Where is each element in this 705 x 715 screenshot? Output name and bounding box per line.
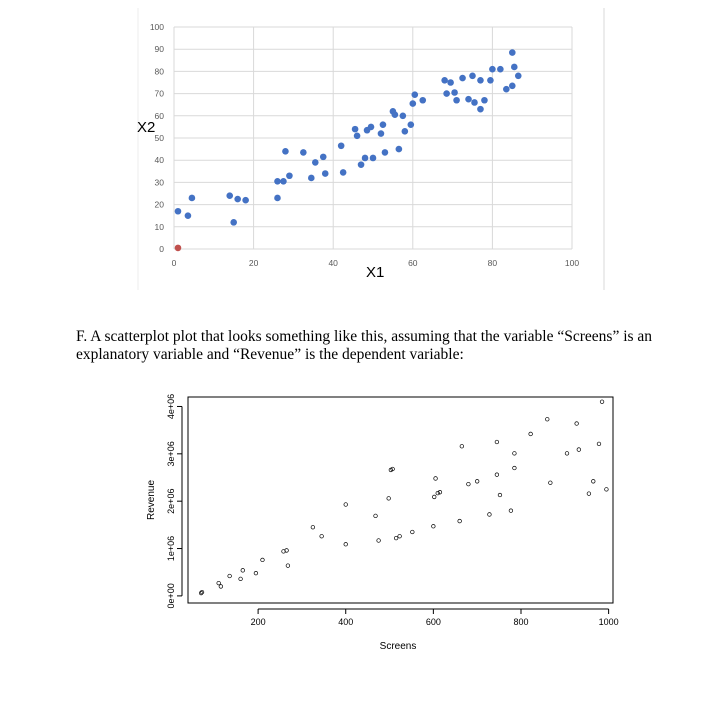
chart1-data-point <box>185 212 192 219</box>
chart1-data-point <box>320 154 327 161</box>
chart1-data-point <box>441 77 448 84</box>
chart1-data-point <box>459 75 466 82</box>
chart2-data-point <box>217 581 221 585</box>
chart1-data-point <box>378 130 385 137</box>
chart1-data-point <box>230 219 237 226</box>
chart2-data-point <box>488 513 492 517</box>
chart1-y-tick-label: 0 <box>159 244 164 254</box>
chart1-data-point <box>340 169 347 176</box>
chart1-data-point <box>469 73 476 80</box>
chart1-y-tick-label: 50 <box>154 133 164 143</box>
chart1-data-point <box>380 121 387 128</box>
chart2-x-tick-label: 200 <box>250 617 266 627</box>
chart1-data-point <box>352 126 359 133</box>
chart2-data-point <box>394 536 398 540</box>
chart1-y-tick-label: 10 <box>154 221 164 232</box>
chart2-data-point <box>432 524 436 528</box>
chart1-data-point <box>312 159 319 166</box>
chart1-data-point <box>515 73 522 80</box>
chart1-gridlines <box>174 27 572 249</box>
chart2-data-point <box>467 482 471 486</box>
chart1-data-point <box>300 149 307 156</box>
chart1-y-tick-label: 20 <box>154 199 164 210</box>
chart2-data-point <box>438 490 442 494</box>
chart2-data-point <box>597 442 601 446</box>
chart2-data-point <box>311 525 315 529</box>
chart1-data-point <box>451 89 458 96</box>
chart2-data-point <box>549 481 553 485</box>
chart2-x-tick-label: 600 <box>425 617 441 627</box>
chart1-x-tick-label: 100 <box>564 258 580 268</box>
chart1-data-point <box>382 149 389 156</box>
chart1-data-point <box>286 172 293 179</box>
chart2-x-axis <box>251 609 619 627</box>
chart1-y-tick-label: 60 <box>154 110 164 121</box>
chart1-y-tick-label: 90 <box>154 44 164 55</box>
chart1-data-point <box>509 49 516 56</box>
chart1-y-tick-label: 80 <box>154 66 164 77</box>
chart2-data-point <box>600 400 604 404</box>
chart1-data-point <box>362 155 369 162</box>
chart2-data-point <box>228 574 232 578</box>
chart1-data-point <box>370 155 377 162</box>
chart1-data-point <box>410 100 417 107</box>
chart2-data-point <box>545 417 549 421</box>
chart1-y-tick-label: 30 <box>154 177 164 188</box>
chart1-data-point <box>471 99 478 106</box>
chart1-data-point <box>338 142 345 149</box>
chart2-data-point <box>389 468 393 472</box>
chart1-data-point <box>282 148 289 155</box>
chart1-data-point <box>368 124 375 131</box>
chart2-data-point <box>391 467 395 471</box>
chart1-highlight-point <box>175 245 182 252</box>
chart2-y-tick-label: 4e+06 <box>166 393 176 420</box>
chart2-data-point <box>498 493 502 497</box>
chart2-y-tick-label: 0e+00 <box>166 583 176 609</box>
chart1-data-point <box>396 146 403 153</box>
chart2-data-point <box>219 585 223 589</box>
chart1-data-point <box>354 132 361 139</box>
chart1-data-point <box>511 64 518 71</box>
chart2-data-point <box>377 539 381 543</box>
chart2-data-point <box>513 466 517 470</box>
chart2-data-point <box>344 503 348 507</box>
chart2-data-point <box>587 492 591 496</box>
chart2-data-point <box>475 479 479 483</box>
chart2-data-point <box>509 509 513 513</box>
chart1-x-tick-label: 80 <box>487 258 498 268</box>
chart2-data-point <box>282 550 286 554</box>
chart1-data-point <box>497 66 504 73</box>
chart1-data-point <box>465 96 472 103</box>
chart2-y-tick-label: 2e+06 <box>166 488 176 514</box>
chart2-data-point <box>286 564 290 568</box>
chart1-data-point <box>392 111 399 118</box>
chart2-data-point <box>495 440 499 444</box>
chart2-y-tick-label: 1e+06 <box>166 535 176 562</box>
chart1-data-point <box>411 91 418 98</box>
chart1-data-point <box>477 106 484 113</box>
chart1-data-point <box>408 121 415 128</box>
chart1-data-point <box>419 97 426 104</box>
chart2-x-tick-label: 1000 <box>598 617 619 627</box>
chart2-data-point <box>432 495 436 499</box>
chart2-data-point <box>591 479 595 483</box>
chart1-x-tick-label: 40 <box>328 258 338 268</box>
chart1-data-point <box>400 113 407 120</box>
chart2-data-point <box>458 519 462 523</box>
chart1-data-point <box>358 161 365 168</box>
chart2-data-point <box>398 534 402 538</box>
chart1-x-axis-label: X1 <box>366 264 385 281</box>
chart1-data-point <box>234 196 241 203</box>
chart2-data-point <box>320 534 324 538</box>
chart2-plot-box <box>188 397 613 603</box>
chart2-data-point <box>239 577 243 581</box>
chart2-data-point <box>241 569 245 573</box>
chart2-points <box>199 400 608 595</box>
chart2-data-point <box>434 477 438 481</box>
chart1-data-point <box>503 86 510 93</box>
chart1-data-point <box>481 97 488 104</box>
chart2-data-point <box>261 558 265 562</box>
chart2-data-point <box>605 488 609 492</box>
chart2-data-point <box>460 444 464 448</box>
chart1-data-point <box>226 192 233 199</box>
chart2-data-point <box>577 448 581 452</box>
chart1-points <box>175 49 522 251</box>
chart1-data-point <box>509 83 516 90</box>
chart2-x-axis-label: Screens <box>379 641 417 652</box>
chart2-data-point <box>374 514 378 518</box>
chart1-data-point <box>453 97 460 104</box>
chart1-data-point <box>189 195 196 202</box>
chart2-data-point <box>200 590 204 594</box>
chart1-x-tick-label: 0 <box>171 258 177 268</box>
chart2-data-point <box>254 571 258 575</box>
chart2-y-tick-label: 3e+06 <box>166 441 176 467</box>
question-caption: F. A scatterplot plot that looks something like this, assuming that the variable “Screens” is an explanatory variable and “Revenue” is the dependent variable: <box>76 328 653 363</box>
chart1-data-point <box>487 77 494 84</box>
chart-x1-x2 <box>0 0 705 300</box>
chart2-data-point <box>436 491 440 495</box>
chart1-data-point <box>447 79 454 86</box>
chart1-data-point <box>242 197 249 204</box>
chart2-data-point <box>575 422 579 426</box>
chart1-x-tick-label: 60 <box>408 258 418 268</box>
chart2-data-point <box>344 542 348 546</box>
chart2-x-tick-label: 400 <box>338 617 354 627</box>
chart2-x-tick-label: 800 <box>513 617 529 627</box>
chart1-y-tick-label: 100 <box>149 22 164 32</box>
chart1-data-point <box>402 128 409 135</box>
chart2-data-point <box>199 591 203 595</box>
chart1-data-point <box>175 208 182 215</box>
chart1-data-point <box>274 178 281 185</box>
chart1-data-point <box>280 178 287 185</box>
chart2-y-axis-label: Revenue <box>146 479 157 521</box>
chart1-data-point <box>443 90 450 97</box>
chart2-data-point <box>513 452 517 456</box>
chart1-data-point <box>477 77 484 84</box>
chart2-data-point <box>285 549 289 553</box>
chart2-data-point <box>529 432 533 436</box>
chart2-data-point <box>387 497 391 501</box>
chart2-data-point <box>495 473 499 477</box>
chart2-y-axis <box>166 394 182 609</box>
chart1-y-tick-label: 70 <box>154 88 164 99</box>
chart1-data-point <box>308 175 315 182</box>
chart1-data-point <box>322 170 329 177</box>
chart1-y-tick-labels <box>150 22 164 254</box>
chart1-y-axis-label: X2 <box>137 119 156 136</box>
chart1-x-tick-label: 20 <box>248 258 259 268</box>
chart2-data-point <box>565 452 569 456</box>
chart1-data-point <box>489 66 496 73</box>
chart2-data-point <box>411 530 415 534</box>
chart1-data-point <box>274 195 281 202</box>
chart1-y-tick-label: 40 <box>154 155 164 166</box>
